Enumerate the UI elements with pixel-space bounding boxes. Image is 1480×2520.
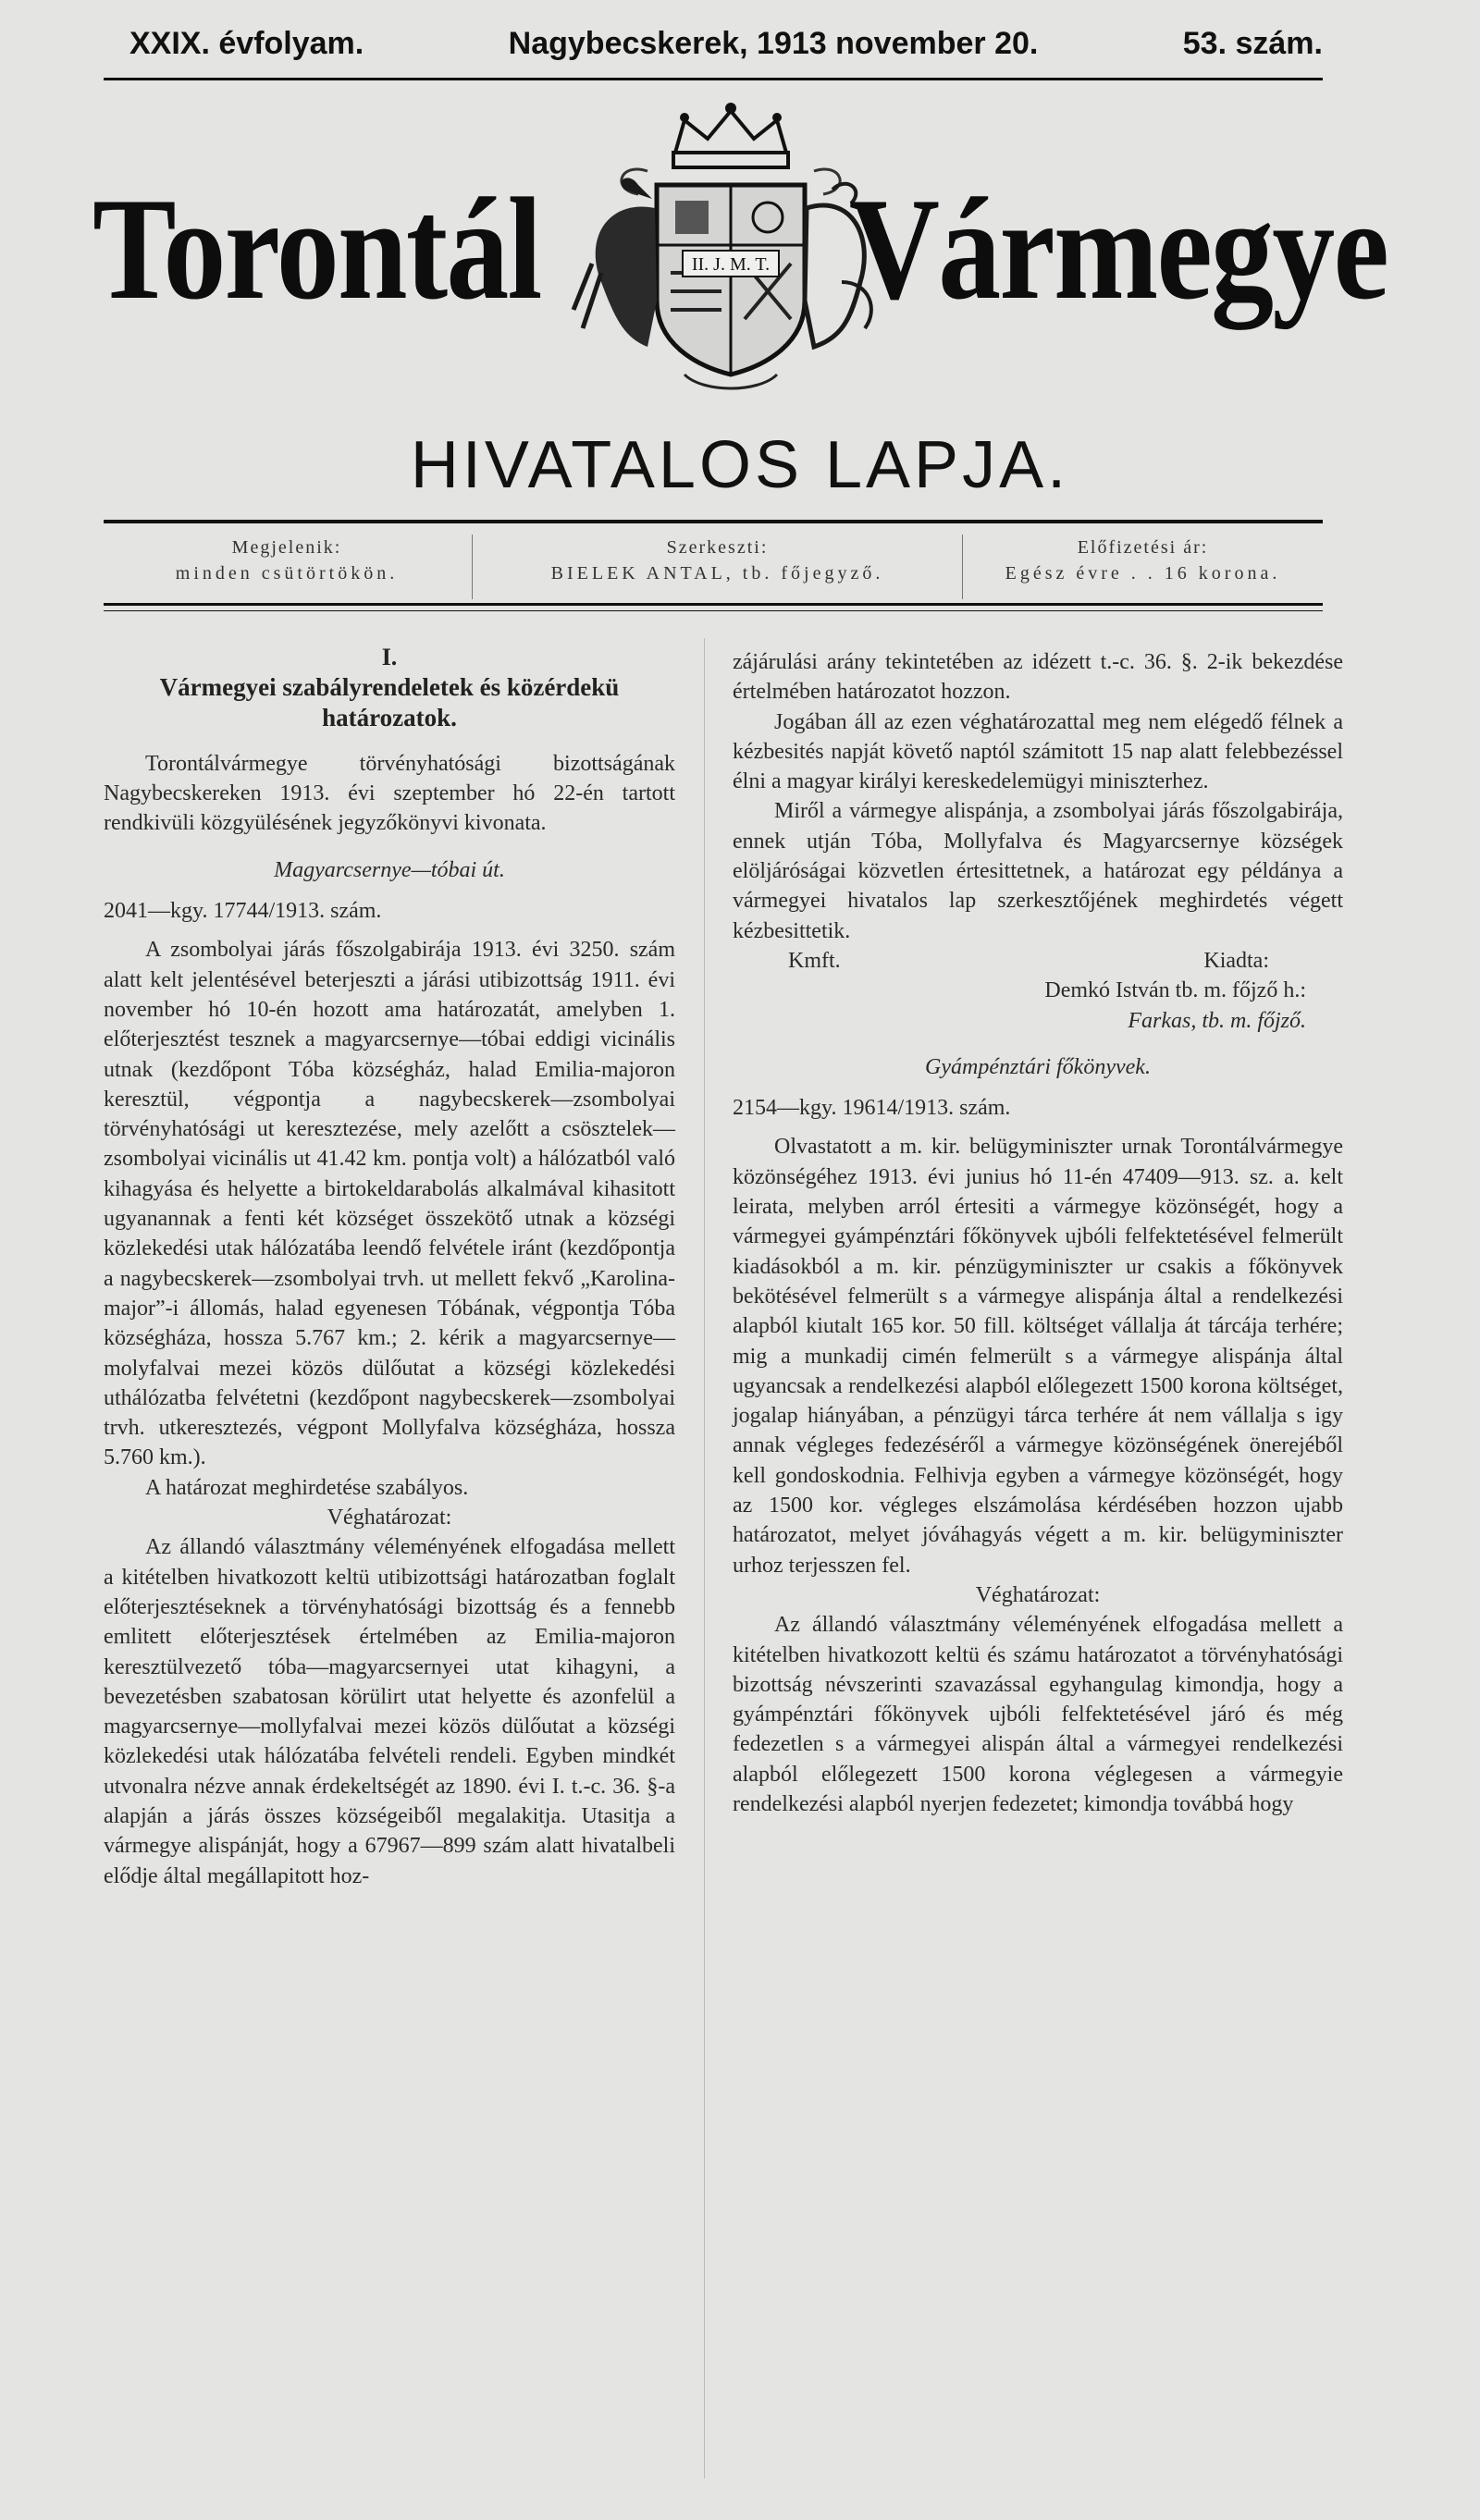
- paragraph-appeal: Jogában áll az ezen véghatározattal meg nem elégedő félnek a kézbesités napját követő naptól számitott 15 nap alatt felebbezéssel élni a magyar királyi kereskedelemügyi miniszterhez.: [733, 709, 1343, 794]
- reference-number: 2041—kgy. 17744/1913. szám.: [104, 899, 382, 924]
- subscription-value: Egész évre . . 16 korona.: [1005, 563, 1281, 584]
- resolution-heading-2: Véghatározat:: [975, 1582, 1101, 1607]
- paragraph-notice: Miről a vármegye alispánja, a zsombolyai járás főszolgabirája, ennek utján Tóba, Mollyfalva és Magyarcsernye községek elöljáróságai közvetlen értesittetnek, a határozat egy példánya a vármegyei hivatalos lap szerkesztőjének meghirdetés végett kézbesittetik.: [733, 799, 1343, 943]
- resolution-heading: Véghatározat:: [327, 1506, 452, 1530]
- paragraph-1: A zsombolyai járás főszolgabirája 1913. évi 3250. szám alatt kelt jelentésével beterjeszti a járási utibizottság 1911. évi november hó 10-én hozott ama határozatát, amelyben 1. előterjesztést tesznek a magyarcsernye—tóbai eddigi vicinális utnak (kezdőpont Tóba községház, halad Emilia-majoron keresztül, végpontja a nagybecskerek—zsombolyai törvényhatósági ut keresztezése, mely azelőtt a csösztelek—zsombolyai vicinális ut 41.42 km. pontja volt) a hálózatból való kihagyása és helyette a birtokeldarabolás alkalmával kihasitott ugyanannak a fenti két községet összekötő utnak a községi közlekedési utak hálózatába leendő felvétele iránt (kezdőpontja a nagybecskerek—zsombolyai trvh. ut mellett fekvő „Karolina-major”-i állomás, halad egyenesen Tóbának, végpontja Tóba községháza, hossza 5.767 km.; 2. kérik a magyarcsernye—molyfalvai mezei közös dülőutat a községi közlekedési uthálózatba felvétetni (kezdőpont nagybecskerek—zsombolyai trvh. utkeresztezés, végpont Mollyfalva községháza, hossza 5.760 km.).: [104, 938, 675, 1470]
- signoff-row: [733, 946, 1343, 976]
- masthead: [92, 168, 1388, 356]
- volume-label: XXIX. évfolyam.: [130, 26, 364, 61]
- publication-info: [102, 535, 472, 599]
- column-divider: [704, 638, 705, 2478]
- signoff-signer-2: Farkas, tb. m. főjző.: [1128, 1008, 1306, 1033]
- paragraph-letter: Olvastatott a m. kir. belügyminiszter urnak Torontálvármegye közönségéhez 1913. évi junius hó 11-én 47409—913. sz. a. kelt leirata, melyben arról értesiti a vármegye közönségét, hogy a vármegyei gyámpénztári főkönyvek ujbóli felfektetésével felmerült kiadásokból a m. kir. pénzügyminiszter ur csakis a főkönyvek bekötésével felmerült s a vármegye alispánja által a rendelkezési alapból kiutalt 165 kor. 50 fill. költséget vállalja át tárcája terhére; mig a munkadij cimén felmerült s a vármegye alispánja által ugyancsak a rendelkezési alapból előlegezett 1500 korona költséget, jogalap hiányában, a pénzügyi tárca terhére át nem vállalja s igy annak végleges fedezéséről a vármegye közönségének önerejéből kell gondoskodnia. Felhivja egyben a vármegye közönségét, hogy az 1500 kor. végleges elszámolása kérdésében hozzon ujabb határozatot, melyet jóváhagyás végett a m. kir. belügyminiszter urhoz terjesszen fel.: [733, 1135, 1343, 1578]
- signoff-signer: Demkó István tb. m. főjző h.:: [1044, 978, 1306, 1003]
- header-rule: [104, 78, 1323, 80]
- issue-number: 53. szám.: [1182, 26, 1323, 61]
- article-subtitle: Magyarcsernye—tóbai út.: [274, 857, 505, 882]
- signoff-kmft: Kmft.: [788, 948, 841, 973]
- left-column: [104, 643, 675, 1891]
- publication-label: Megjelenik:: [231, 537, 342, 558]
- paragraph-continued: zájárulási arány tekintetében az idézett t.-c. 36. §. 2-ik bekezdése értelmében határozatot hozzon.: [733, 650, 1343, 705]
- paragraph-3: Az állandó választmány véleményének elfogadása mellett a kitételben hivatkozott keltü utibizottsági határozatban foglalt előterjesztéseknek a törvényhatósági bizottság és a fennebb emlitett előterjesztések értelmében az Emilia-majoron keresztülvezető tóba—magyarcsernyei utat kihagyni, a bevezetésben szabatosan körülirt utat helyette és azonfelül a magyarcsernye—mollyfalvai mezei közös dülőutat a községi közlekedési utak hálózatába felvételi rendeli. Egyben mindkét utvonalra nézve annak érdekeltségét az 1890. évi I. t.-c. 36. §-a alapján a járás összes községeiből megalakitja. Utasitja a vármegye alispánját, hogy a 67967—899 szám alatt hivatalbeli elődje által megállapitott hoz-: [104, 1535, 675, 1888]
- crest-text: II. J. M. T.: [691, 254, 771, 275]
- info-row: [102, 535, 1323, 599]
- intro-paragraph: Torontálvármegye törvényhatósági bizottságának Nagybecskereken 1913. évi szeptember hó 22-én tartott rendkivüli közgyülésének jegyzőkönyvi kivonata.: [104, 751, 675, 836]
- paragraph-2: A határozat meghirdetése szabályos.: [145, 1475, 469, 1500]
- signoff-issued: Kiadta:: [1203, 948, 1269, 973]
- info-bottom-rule: [104, 603, 1323, 606]
- masthead-subtitle: HIVATALOS LAPJA.: [410, 428, 1070, 502]
- publication-value: minden csütörtökön.: [175, 563, 399, 584]
- section-number: I.: [381, 644, 398, 670]
- article-subtitle-2: Gyámpénztári főkönyvek.: [925, 1054, 1151, 1079]
- reference-number-2: 2154—kgy. 19614/1913. szám.: [733, 1096, 1011, 1121]
- info-top-rule: [104, 520, 1323, 523]
- paragraph-resolution: Az állandó választmány véleményének elfogadása mellett a kitételben hivatkozott keltü és számu határozatot a törvényhatósági bizottság névszerinti szavazással egyhangulag kimondja, hogy a gyámpénztári főkönyvek ujbóli felfektetésével járó és még fedezetlen s a vármegyei alispán által a vármegyei rendelkezési alapból előlegezett 1500 korona véglegesen a vármegyie rendelkezési alapból nyerjen fedezetet; kimondja továbbá hogy: [733, 1613, 1343, 1816]
- right-column: [733, 647, 1343, 1819]
- editor-label: Szerkeszti:: [666, 537, 769, 558]
- editor-info: [472, 535, 962, 599]
- editor-value: BIELEK ANTAL, tb. főjegyző.: [550, 563, 884, 584]
- info-bottom-rule-thin: [104, 610, 1323, 611]
- title-left: Torontál: [92, 168, 541, 330]
- title-right: Vármegye: [848, 168, 1388, 330]
- issue-header: [130, 26, 1323, 62]
- subscription-info: [962, 535, 1323, 599]
- subscription-label: Előfizetési ár:: [1077, 537, 1209, 558]
- place-date: Nagybecskerek, 1913 november 20.: [508, 26, 1039, 61]
- section-title: Vármegyei szabályrendeletek és közérdekü határozatok.: [159, 673, 620, 731]
